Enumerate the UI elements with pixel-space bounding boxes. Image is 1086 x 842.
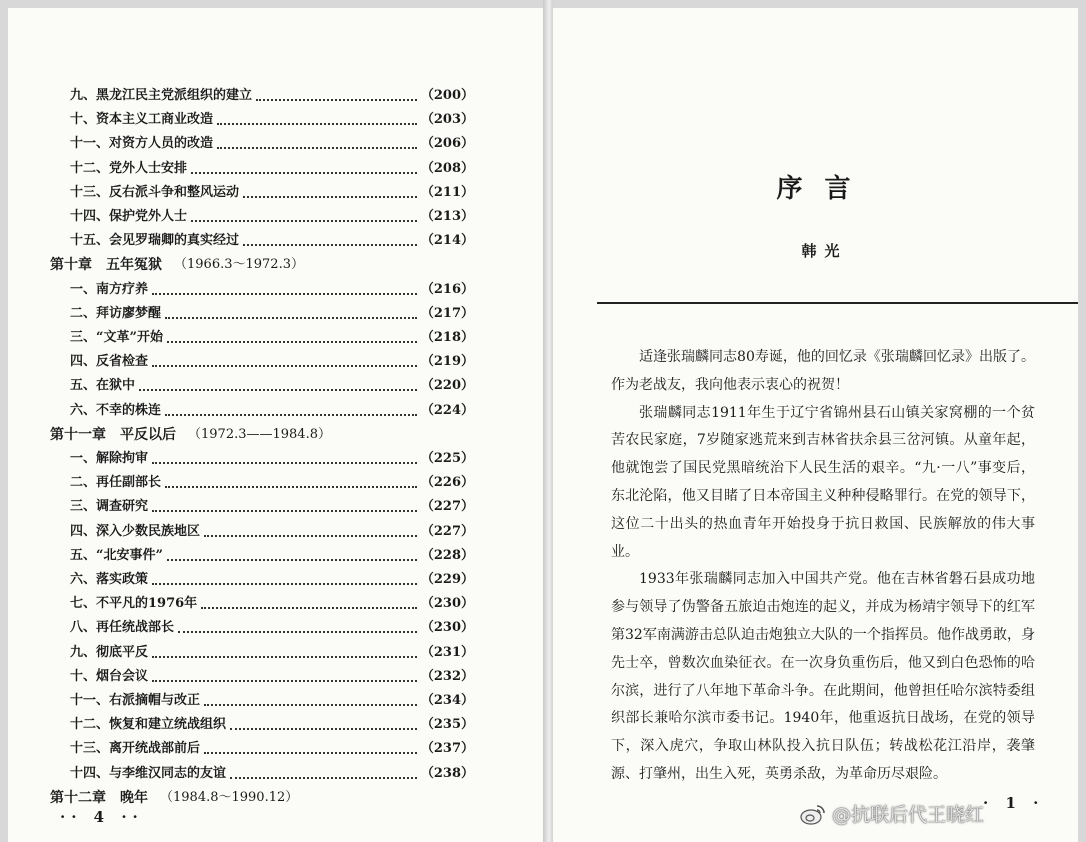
toc-dot-leader [152,293,417,295]
toc-entry-title: 四、反省检查 [70,354,149,370]
toc-dot-leader [152,365,417,367]
preface-body [611,344,1035,789]
toc-entry-page: （216） [420,281,474,297]
toc-entry-title: 十二、党外人士安排 [70,160,188,176]
toc-entry-title: 五、在狱中 [70,378,136,394]
toc-entry-page: （228） [420,547,474,563]
toc-entry [70,399,474,421]
toc-entry-page: （200） [420,88,474,103]
toc-chapter-title: 第十一章 平反以后 [50,426,176,443]
toc-dot-leader [167,341,417,343]
toc-entry-page: （232） [420,668,474,684]
toc-entry [70,302,474,324]
toc-entry-title: 一、南方疗养 [70,281,149,297]
toc-entry [70,641,474,663]
toc-dot-leader [243,244,417,246]
toc-entry-title: 一、解除拘审 [70,451,149,466]
toc-entry [70,84,474,106]
toc-entry-page: （226） [420,475,474,491]
toc-entry-page: （231） [420,644,474,660]
toc-entry [70,205,474,227]
toc-chapter-title: 第十二章 晚年 [50,789,148,806]
toc-entry [70,447,474,469]
header-rule [597,302,1078,304]
toc-entry [70,471,474,493]
toc-entry-title: 七、不平凡的1976年 [70,596,198,612]
toc-dot-leader [178,631,417,633]
toc-entry [70,713,474,735]
toc-entry-title: 十、资本主义工商业改造 [70,112,214,128]
toc-entry-page: （230） [420,596,474,612]
toc-entry [70,737,474,759]
toc-entry [70,229,474,251]
toc-entry-page: （238） [420,765,474,781]
book-gutter [543,0,553,842]
toc-entry-page: （203） [420,112,474,128]
toc-entry-title: 十三、离开统战部前后 [70,741,201,757]
toc-dot-leader [165,414,417,416]
watermark [800,800,984,827]
toc-entry-page: （225） [420,451,474,466]
toc-dot-leader [230,777,417,779]
toc-entry [70,689,474,711]
toc-dot-leader [204,752,417,754]
toc-entry-title: 四、深入少数民族地区 [70,523,201,539]
toc-dot-leader [165,317,417,319]
toc-chapter-heading [50,253,450,275]
left-page [8,8,543,842]
toc-dot-leader [217,123,417,125]
toc-dot-leader [217,147,417,149]
table-of-contents [8,8,543,842]
toc-dot-leader [243,196,417,198]
toc-entry-title: 九、黑龙江民主党派组织的建立 [70,88,253,103]
toc-chapter-heading [50,786,450,808]
toc-entry [70,520,474,542]
toc-dot-leader [204,704,417,706]
toc-entry-title: 二、再任副部长 [70,475,162,491]
toc-entry-page: （206） [420,136,474,152]
toc-entry-title: 十一、对资方人员的改造 [70,136,214,152]
toc-dot-leader [165,486,417,488]
toc-entry-title: 三、“文革”开始 [70,330,163,345]
left-page-number: ·· 4 ·· [60,808,144,826]
toc-entry [70,157,474,179]
toc-chapter-dates: （1966.3～1972.3） [174,257,304,273]
toc-entry [70,762,474,784]
toc-entry-page: （227） [420,499,474,515]
toc-dot-leader [152,510,417,512]
toc-entry-page: （217） [420,305,474,321]
preface-author: 韩光 [801,242,848,260]
toc-chapter-title: 第十章 五年冤狱 [50,257,162,274]
toc-entry-page: （218） [420,330,474,345]
toc-entry-page: （219） [420,354,474,370]
toc-dot-leader [152,583,417,585]
toc-dot-leader [167,559,417,561]
toc-entry [70,568,474,590]
preface-paragraph: 张瑞麟同志1911年生于辽宁省锦州县石山镇关家窝棚的一个贫苦农民家庭，7岁随家逃荒来到吉林省扶余县三岔河镇。从童年起，他就饱尝了国民党黑暗统治下人民生活的艰辛。“九·一八”事变后，东北沦陷，他又目睹了日本帝国主义种种侵略罪行。在党的领导下，这位二十出头的热血青年开始投身于抗日救国、民族解放的伟大事业。 [611,404,1035,560]
toc-dot-leader [204,535,417,537]
toc-chapter-dates: （1972.3——1984.8） [188,426,331,442]
toc-entry [70,495,474,517]
toc-entry [70,544,474,566]
toc-entry [70,132,474,154]
toc-dot-leader [191,172,417,174]
toc-entry-title: 五、“北安事件” [70,547,163,563]
toc-entry-title: 三、调查研究 [70,499,149,515]
toc-entry-title: 六、不幸的株连 [70,402,162,418]
toc-entry-page: （229） [420,572,474,587]
toc-entry-page: （227） [420,523,474,539]
toc-entry-title: 十四、保护党外人士 [70,209,188,224]
toc-entry [70,592,474,614]
watermark-text: @抗联后代王晓红 [832,804,985,826]
toc-entry-page: （208） [420,160,474,176]
toc-entry [70,326,474,348]
toc-entry-title: 十、烟台会议 [70,668,149,684]
right-page-number: · 1 · [983,794,1045,812]
toc-chapter-dates: （1984.8～1990.12） [160,789,299,805]
toc-entry [70,278,474,300]
toc-entry-page: （235） [420,717,474,733]
toc-entry [70,665,474,687]
toc-entry-page: （213） [420,209,474,224]
toc-entry-title: 十一、右派摘帽与改正 [70,693,201,708]
toc-entry [70,350,474,372]
toc-entry-title: 十二、恢复和建立统战组织 [70,717,227,733]
toc-entry-page: （214） [420,233,474,249]
toc-dot-leader [152,680,417,682]
toc-entry-title: 十四、与李维汉同志的友谊 [70,765,227,781]
toc-entry-page: （234） [420,693,474,708]
toc-entry [70,374,474,396]
toc-dot-leader [152,656,417,658]
toc-dot-leader [152,462,417,464]
toc-dot-leader [139,389,417,391]
toc-dot-leader [230,728,417,730]
toc-entry-title: 二、拜访廖梦醒 [70,305,162,321]
preface-paragraph: 适逢张瑞麟同志80寿诞，他的回忆录《张瑞麟回忆录》出版了。作为老战友，我向他表示衷心的祝贺！ [611,349,1035,393]
toc-entry [70,616,474,638]
right-page [553,8,1078,842]
toc-chapter-heading [50,423,450,445]
toc-entry-page: （230） [420,620,474,636]
toc-entry-title: 六、落实政策 [70,572,149,587]
toc-entry-title: 十五、会见罗瑞卿的真实经过 [70,233,240,249]
toc-entry-page: （220） [420,378,474,394]
toc-entry-page: （237） [420,741,474,757]
toc-entry [70,108,474,130]
toc-entry [70,181,474,203]
toc-entry-page: （224） [420,402,474,418]
toc-dot-leader [201,607,417,609]
toc-dot-leader [191,220,417,222]
weibo-logo-icon [800,803,826,825]
toc-dot-leader [256,99,417,101]
preface-title: 序言 [776,174,873,204]
toc-entry-title: 九、彻底平反 [70,644,149,660]
toc-entry-title: 八、再任统战部长 [70,620,175,636]
toc-entry-page: （211） [420,184,474,200]
preface-paragraph: 1933年张瑞麟同志加入中国共产党。他在吉林省磐石县成功地参与领导了伪警备五旅迫击炮连的起义，并成为杨靖宇领导下的红军第32军南满游击总队迫击炮独立大队的一个指挥员。他作战勇敢，身先士卒，曾数次血染征衣。在一次身负重伤后，他又到白色恐怖的哈尔滨，进行了八年地下革命斗争。在此期间，他曾担任哈尔滨特委组织部长兼哈尔滨市委书记。1940年，他重返抗日战场，在党的领导下，深入虎穴，争取山林队投入抗日队伍；转战松花江沿岸，袭肇源、打肇州，出生入死，英勇杀敌，为革命历尽艰险。 [611,571,1035,782]
toc-entry-title: 十三、反右派斗争和整风运动 [70,184,240,200]
